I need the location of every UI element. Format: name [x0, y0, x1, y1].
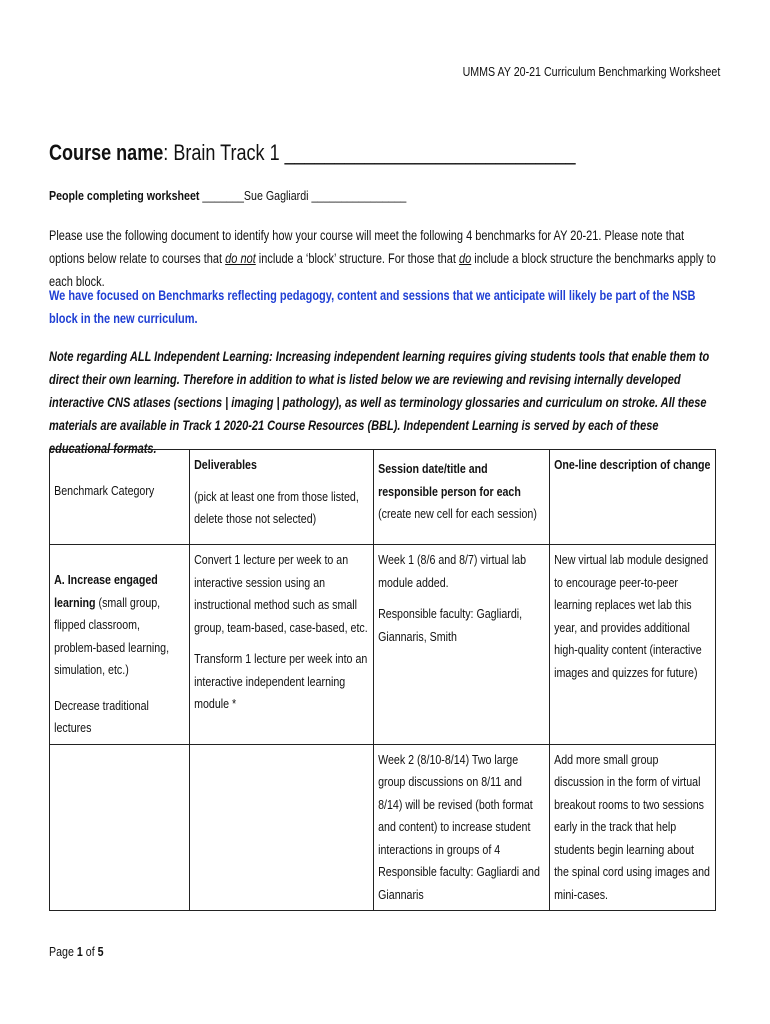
page-number [49, 944, 104, 959]
page-current: 1 [76, 944, 83, 959]
header-description: One-line description of change [554, 457, 711, 472]
deliverables-note: (pick at least one from those listed, delete those not selected) [194, 488, 359, 526]
session-header-rest: (create new cell for each session) [378, 506, 537, 521]
table-header-row [50, 450, 716, 545]
table-row [50, 545, 716, 745]
page-total: 5 [97, 944, 104, 959]
instructions-do: do [458, 251, 472, 266]
instructions-text-1: Please use the following document to identify how your course will meet the following 4 benchmarks for AY 20-21. Please note that options below relate to courses that [49, 228, 685, 266]
people-line [49, 188, 406, 203]
page-prefix: Page [49, 944, 77, 959]
focus-paragraph: We have focused on Benchmarks reflecting pedagogy, content and sessions that we anticipate will likely be part of the NSB block in the new curriculum. [49, 288, 696, 326]
category-details: (small group, flipped classroom, problem-based learning, simulation, etc.) [54, 594, 170, 677]
header-deliverables [190, 450, 373, 535]
benchmark-table [49, 449, 716, 911]
instructions-text-2: include a ‘block’ structure. For those that [255, 251, 459, 266]
course-name-label: Course name [49, 140, 164, 165]
independent-learning-note: Note regarding ALL Independent Learning: Increasing independent learning requires giving students tools that enable them to direct their own learning. Therefore in addition to what is listed below we are reviewing and revising internally developed interactive CNS atlases (sections | imaging | pathology), as well as terminology glossaries and curriculum on stroke. All these materials are available in Track 1 2020-21 Course Resources (BBL). Independent Learning is served by each of these educational formats. [49, 349, 710, 456]
row1-deliverables [190, 545, 373, 720]
header-session [374, 450, 549, 530]
people-value: _______Sue Gagliardi ________________ [199, 188, 407, 203]
deliverable-1: Convert 1 lecture per week to an interactive session using an instructional method such as small group, team-based, case-based, etc. [194, 552, 368, 635]
course-name-line [49, 140, 576, 166]
row2-deliverables [190, 744, 374, 911]
people-label: People completing worksheet [49, 188, 200, 203]
category-title: A. Increase engaged learning [54, 572, 158, 610]
row2-description: Add more small group discussion in the form of virtual breakout rooms to two sessions early in the track that help students begin learning about the spinal cord using images and mini-cases. [554, 751, 710, 902]
instructions-do-not: do not [225, 251, 256, 266]
header-benchmark-category: Benchmark Category [54, 483, 155, 498]
deliverables-title: Deliverables [194, 457, 257, 472]
page-of: of [82, 944, 98, 959]
row1-category [50, 545, 189, 744]
category-extra: Decrease traditional lectures [54, 697, 149, 735]
session-2: Responsible faculty: Gagliardi, Giannaris, Smith [378, 606, 523, 644]
session-header-bold: Session date/title and responsible person for each [378, 461, 521, 499]
row1-session [374, 545, 549, 652]
table-row [50, 744, 716, 911]
row2-session: Week 2 (8/10-8/14) Two large group discussions on 8/11 and 8/14) will be revised (both format and content) to increase student interactions in groups of 4 Responsible faculty: Gagliardi and Giannaris [378, 751, 540, 902]
running-header: UMMS AY 20-21 Curriculum Benchmarking Worksheet [462, 64, 720, 79]
session-1: Week 1 (8/6 and 8/7) virtual lab module added. [378, 552, 527, 590]
instructions-paragraph [49, 224, 717, 293]
row2-category [50, 744, 190, 911]
deliverable-2: Transform 1 lecture per week into an interactive independent learning module * [194, 651, 368, 711]
course-name-value: : Brain Track 1 _____________________________ [163, 140, 576, 165]
row1-description: New virtual lab module designed to encourage peer-to-peer learning replaces wet lab this year, and provides additional high-quality content (interactive images and quizzes for future) [554, 552, 709, 680]
instructions-text-3: include a block structure the benchmarks apply to each block. [49, 251, 716, 289]
